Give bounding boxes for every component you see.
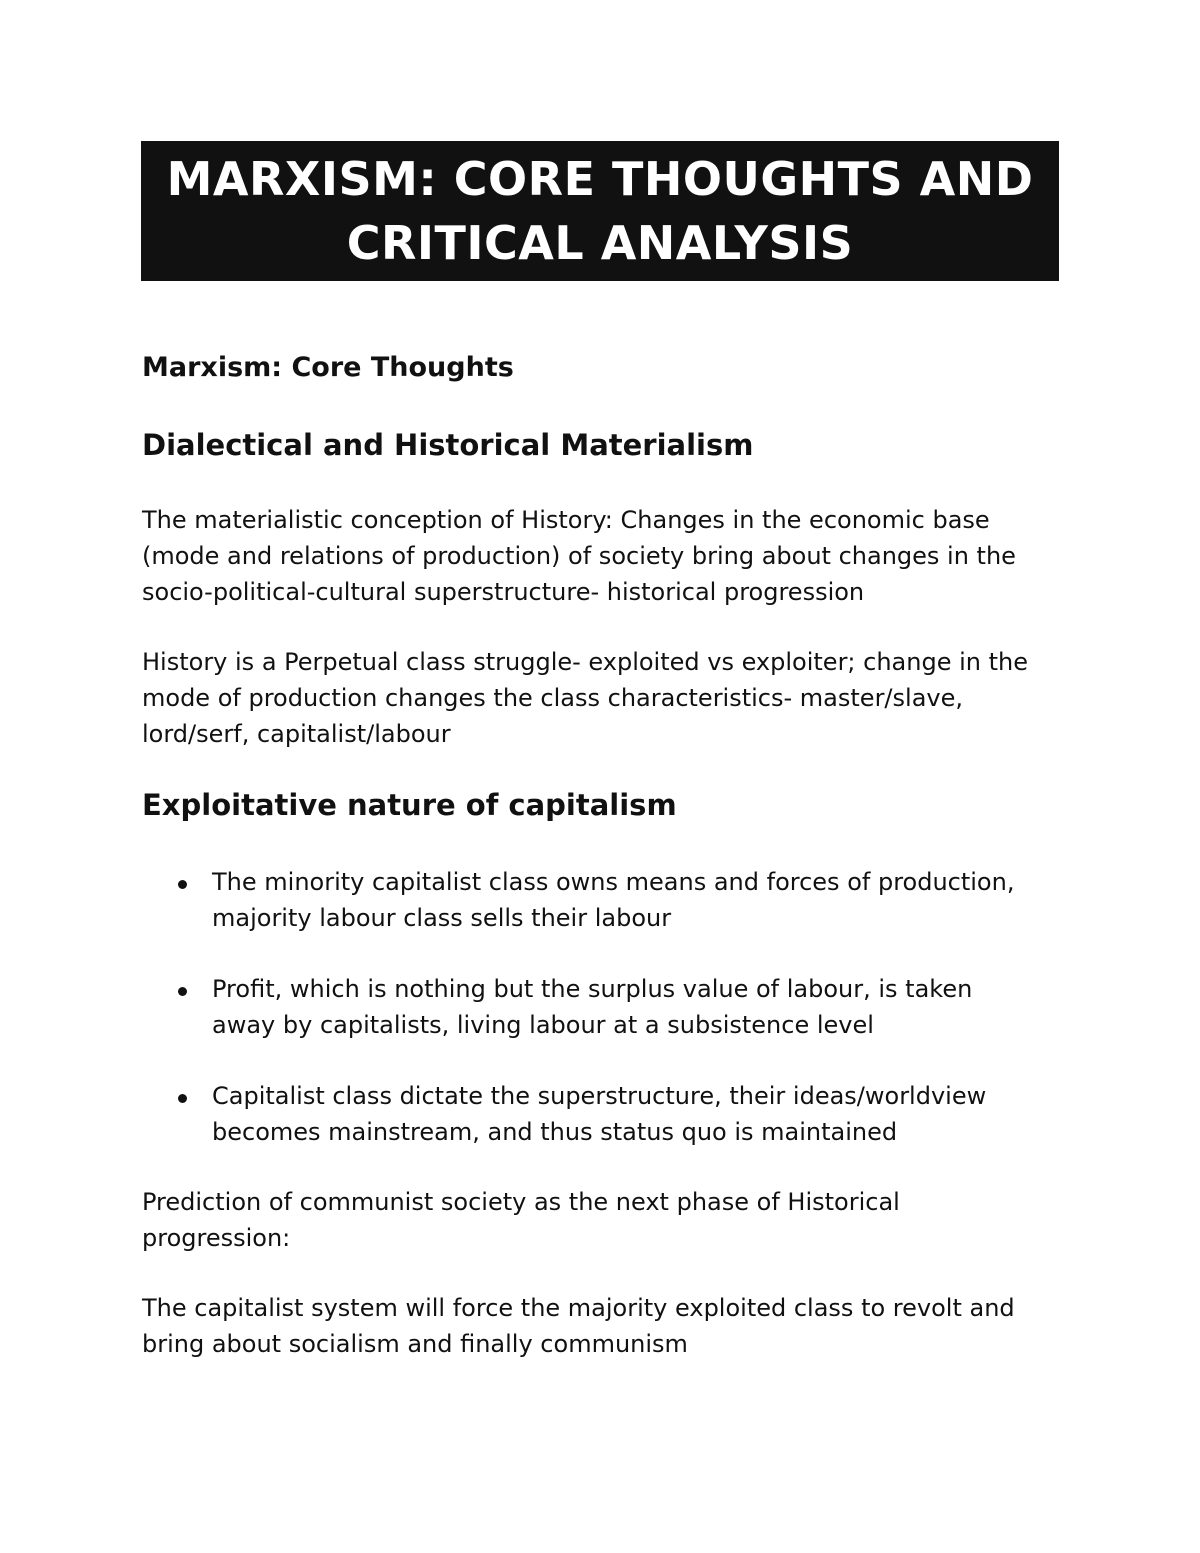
paragraph-communist-prediction: Prediction of communist society as the next phase of Historical progression: bbox=[142, 1188, 900, 1252]
paragraph-class-struggle: History is a Perpetual class struggle- exploited vs exploiter; change in the mode of production changes the class characteristics- master/slave, lord/serf, capitalist/labour bbox=[142, 648, 1028, 748]
bullet-text: Profit, which is nothing but the surplus value of labour, is taken away by capitalists, living labour at a subsistence level bbox=[212, 975, 973, 1039]
list-item bbox=[142, 971, 1042, 1043]
paragraph-materialistic-conception: The materialistic conception of History: Changes in the economic base (mode and relations of production) of society bring about changes in the socio-political-cultural superstructure- historical progression bbox=[142, 506, 1016, 606]
section-heading-exploitative-capitalism: Exploitative nature of capitalism bbox=[142, 788, 677, 822]
bullet-text: The minority capitalist class owns means and forces of production, majority labour class sells their labour bbox=[212, 868, 1015, 932]
paragraph-capitalist-revolt: The capitalist system will force the majority exploited class to revolt and bring about socialism and finally communism bbox=[142, 1294, 1015, 1358]
title-line-1: MARXISM: CORE THOUGHTS AND bbox=[166, 152, 1034, 206]
list-item bbox=[142, 1078, 1042, 1150]
bullet-text: Capitalist class dictate the superstructure, their ideas/worldview becomes mainstream, and thus status quo is maintained bbox=[212, 1082, 987, 1146]
bullet-list bbox=[142, 864, 1062, 1185]
section-heading-core-thoughts: Marxism: Core Thoughts bbox=[142, 352, 514, 383]
title-line-2: CRITICAL ANALYSIS bbox=[346, 216, 854, 270]
bullet-dot-icon bbox=[178, 880, 187, 889]
list-item bbox=[142, 864, 1042, 936]
title-banner bbox=[141, 141, 1059, 281]
bullet-dot-icon bbox=[178, 1094, 187, 1103]
bullet-dot-icon bbox=[178, 987, 187, 996]
section-heading-materialism: Dialectical and Historical Materialism bbox=[142, 428, 754, 462]
